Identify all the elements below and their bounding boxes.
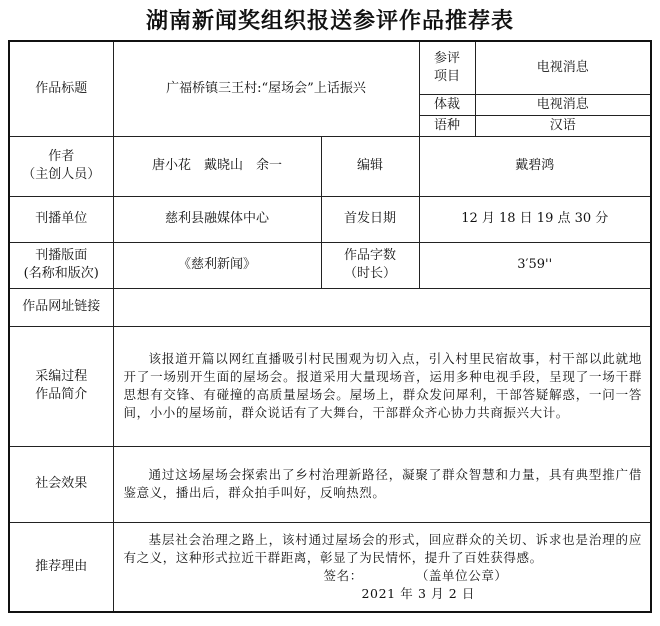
language-value: 汉语 [475,115,651,136]
work-title-value: 广福桥镇三王村:“屋场会”上话振兴 [113,41,419,136]
author-label: 作者 （主创人员） [9,136,113,196]
reason-label: 推荐理由 [9,522,113,612]
publisher-label: 刊播单位 [9,196,113,242]
genre-label: 体裁 [419,94,475,115]
category-label: 参评 项目 [419,41,475,94]
reason-cell [113,522,651,612]
reason-signature: 签名： （盖单位公章） [323,567,508,583]
length-label: 作品字数 （时长） [321,242,419,288]
recommendation-form [8,40,652,613]
first-date-label: 首发日期 [321,196,419,242]
url-value[interactable] [113,288,651,326]
work-title-label: 作品标题 [9,41,113,136]
category-value: 电视消息 [475,41,651,94]
effect-label: 社会效果 [9,446,113,522]
page-title: 湖南新闻奖组织报送参评作品推荐表 [145,9,514,34]
url-label: 作品网址链接 [9,288,113,326]
length-value: 3′59'' [419,242,651,288]
summary-label: 采编过程 作品简介 [9,326,113,446]
summary-text: 该报道开篇以网红直播吸引村民围观为切入点，引入村里民宿故事，村干部以此就地开了一场别开生面的屋场会。报道采用大量现场音，运用多种电视手段，呈现了一场干群思想有交锋、有碰撞的高质量屋场会。屋场上，群众发问犀利，干部答疑解惑，一问一答间，小小的屋场前，群众说话有了大舞台，干部群众齐心协力共商振兴大计。 [113,326,651,446]
author-value: 唐小花 戴晓山 余一 [113,136,321,196]
reason-text: 基层社会治理之路上，该村通过屋场会的形式，回应群众的关切、诉求也是治理的应有之义，这种形式拉近干群距离，彰显了为民情怀，提升了百姓获得感。 [123,531,642,565]
reason-date: 2021 年 3 月 2 日 [361,585,475,601]
reason-seal: （盖单位公章） [422,567,508,583]
editor-label: 编辑 [321,136,419,196]
edition-label: 刊播版面 (名称和版次) [9,242,113,288]
effect-text: 通过这场屋场会探索出了乡村治理新路径，凝聚了群众智慧和力量，具有典型推广借鉴意义，播出后，群众拍手叫好，反响热烈。 [113,446,651,522]
edition-value: 《慈利新闻》 [113,242,321,288]
genre-value: 电视消息 [475,94,651,115]
publisher-value: 慈利县融媒体中心 [113,196,321,242]
language-label: 语种 [419,115,475,136]
editor-value: 戴碧鸿 [419,136,651,196]
first-date-value: 12 月 18 日 19 点 30 分 [419,196,651,242]
